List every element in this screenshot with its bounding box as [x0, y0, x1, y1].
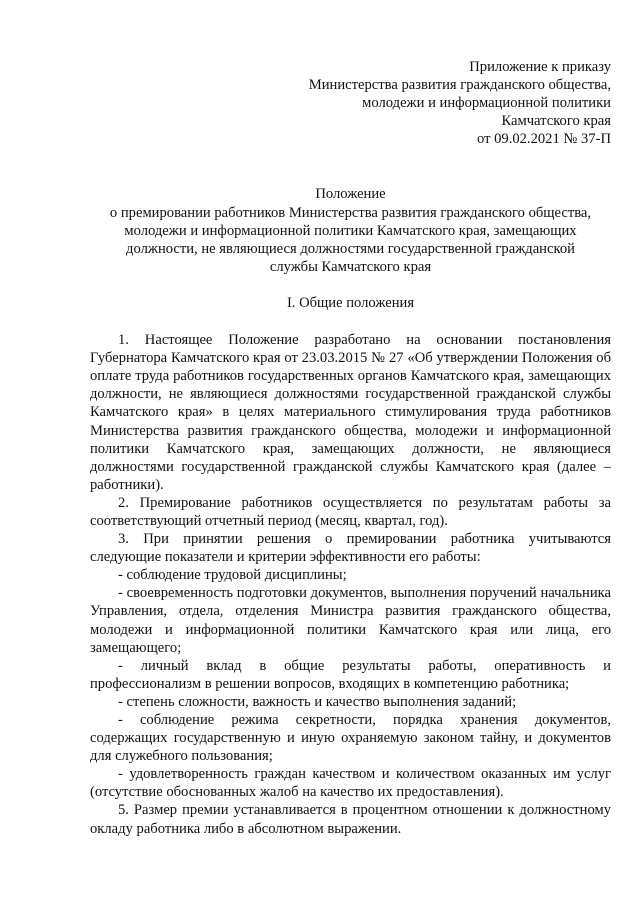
appendix-line: молодежи и информационной политики [362, 95, 611, 112]
document-body [90, 331, 611, 838]
appendix-line: Приложение к приказу [469, 59, 611, 75]
appendix-line: от 09.02.2021 № 37-П [476, 131, 611, 148]
criteria-item: - удовлетворенность граждан качеством и количеством оказанных им услуг (отсутствие обоснованных жалоб на качество их предоставления). [90, 766, 611, 801]
appendix-line: Камчатского края [501, 113, 611, 130]
section-heading: I. Общие положения [286, 294, 415, 311]
paragraph-3: 3. При принятии решения о премировании работника учитываются следующие показатели и критерии эффективности его работы: [90, 531, 611, 566]
paragraph-1: 1. Настоящее Положение разработано на основании постановления Губернатора Камчатского края от 23.03.2015 № 27 «Об утверждении Положения об оплате труда работников государственных органов Камчатского края, замещающих должности, не являющиеся должностями государственной гражданской службы Камчатского края» в целях материального стимулирования труда работников Министерства развития гражданского общества, молодежи и информационной политики Камчатского края, замещающих должности, не являющиеся должностями государственной гражданской службы Камчатского края (далее – работники). [90, 332, 611, 493]
title-line: о премировании работников Министерства развития гражданского общества, [109, 204, 592, 221]
title-line: службы Камчатского края [269, 258, 432, 275]
document-title [90, 185, 611, 275]
criteria-item: - соблюдение режима секретности, порядка хранения документов, содержащих государственную и иную охраняемую законом тайну, и документов для служебного пользования; [90, 712, 611, 765]
paragraph-2: 2. Премирование работников осуществляется по результатам работы за соответствующий отчетный период (месяц, квартал, год). [90, 494, 611, 529]
appendix-line: Министерства развития гражданского общества, [308, 77, 611, 94]
criteria-item: - своевременность подготовки документов, выполнения поручений начальника Управления, отдела, отделения Министра развития гражданского общества, молодежи и информационной политики Камчатского края или лица, его замещающего; [90, 585, 611, 656]
title-line: должности, не являющиеся должностями государственной гражданской [126, 240, 575, 257]
paragraph-5: 5. Размер премии устанавливается в процентном отношении к должностному окладу работника либо в абсолютном выражении. [90, 802, 611, 837]
document-page [90, 58, 611, 838]
criteria-item: - соблюдение трудовой дисциплины; [118, 567, 347, 584]
title-line: молодежи и информационной политики Камчатского края, замещающих [124, 222, 577, 239]
appendix-block [90, 58, 611, 148]
title-heading: Положение [315, 186, 386, 203]
criteria-item: - степень сложности, важность и качество выполнения заданий; [118, 693, 517, 710]
criteria-item: - личный вклад в общие результаты работы, оперативность и профессионализм в решении вопросов, входящих в компетенцию работника; [90, 657, 611, 692]
